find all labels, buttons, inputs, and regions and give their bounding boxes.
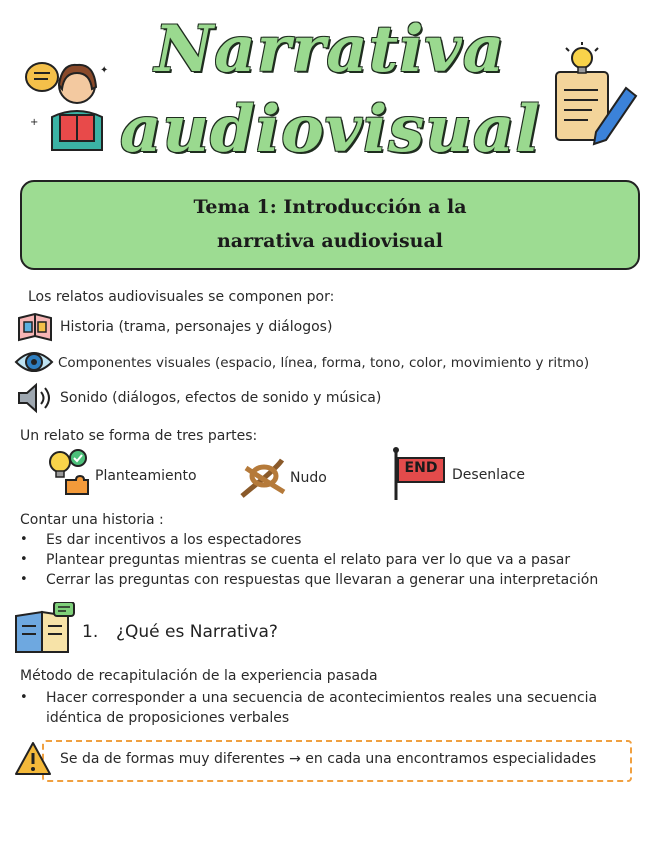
svg-text:+: + — [30, 117, 39, 128]
component-story-label: Historia (trama, personajes y diálogos) — [60, 319, 333, 335]
warning-text: Se da de formas muy diferentes → en cada una encontramos especialidades — [60, 751, 597, 767]
bullet-dot: • — [20, 532, 28, 547]
svg-text:✦: ✦ — [100, 65, 109, 76]
part-nudo-label: Nudo — [290, 470, 327, 486]
topic-banner-line2: narrativa audiovisual — [216, 230, 443, 252]
storytelling-bullet-3: Cerrar las preguntas con respuestas que llevaran a generar una interpretación — [46, 572, 599, 588]
teacher-reading-icon — [22, 55, 112, 155]
definition-bullet-line2: idéntica de proposiciones verbales — [46, 710, 290, 726]
component-visual-label: Componentes visuales (espacio, línea, forma, tono, color, movimiento y ritmo) — [58, 355, 590, 371]
storytelling-bullet-2: Plantear preguntas mientras se cuenta el relato para ver lo que va a pasar — [46, 552, 571, 568]
writing-idea-icon — [548, 40, 638, 150]
idea-puzzle-icon — [46, 448, 92, 498]
definition-bullet-line1: Hacer corresponder a una secuencia de acontecimientos reales una secuencia — [46, 690, 598, 706]
section-1-heading: ¿Qué es Narrativa? — [116, 622, 278, 642]
topic-banner — [20, 180, 640, 270]
main-title-line2: audiovisual — [120, 92, 541, 167]
storytelling-bullet-1: Es dar incentivos a los espectadores — [46, 532, 302, 548]
knot-icon — [238, 456, 290, 500]
warning-icon — [14, 740, 52, 778]
speaker-icon — [16, 382, 56, 414]
part-desenlace-label: Desenlace — [452, 467, 525, 483]
components-intro: Los relatos audiovisuales se componen por: — [28, 289, 335, 305]
story-icon — [16, 310, 54, 344]
topic-banner-line1: Tema 1: Introducción a la — [193, 196, 467, 218]
bullet-dot: • — [20, 552, 28, 567]
component-sound-label: Sonido (diálogos, efectos de sonido y música) — [60, 390, 382, 406]
part-planteamiento-label: Planteamiento — [95, 468, 197, 484]
end-flag-text: END — [404, 460, 438, 476]
open-book-chat-icon — [14, 602, 76, 656]
bullet-dot: • — [20, 572, 28, 587]
bullet-dot: • — [20, 690, 28, 705]
section-1-number: 1. — [82, 622, 99, 642]
end-flag-icon — [390, 446, 448, 502]
definition-intro: Método de recapitulación de la experiencia pasada — [20, 668, 378, 684]
parts-intro: Un relato se forma de tres partes: — [20, 428, 258, 444]
main-title-line1: Narrativa — [154, 12, 506, 87]
eye-icon — [14, 346, 54, 378]
storytelling-intro: Contar una historia : — [20, 512, 164, 528]
